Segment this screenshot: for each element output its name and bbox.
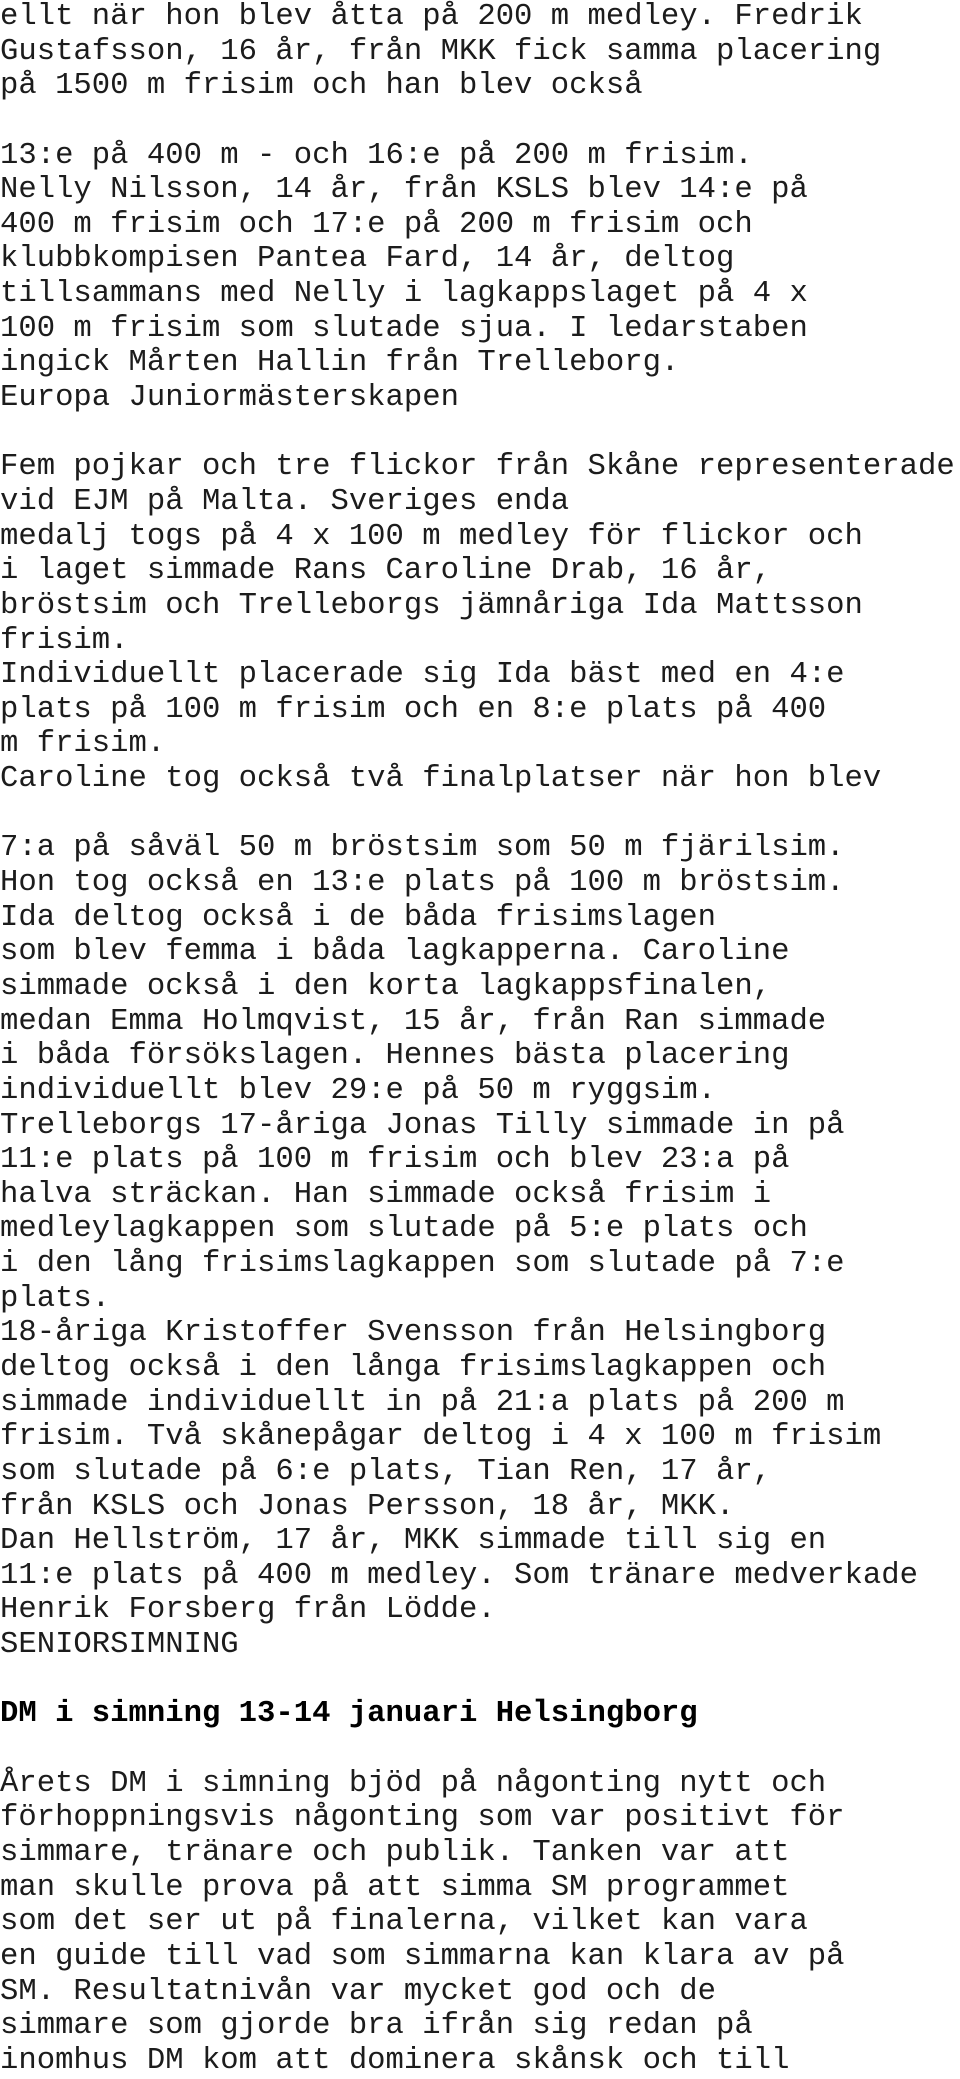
text-line: man skulle prova på att simma SM programmet <box>0 1870 790 1905</box>
text-line: bröstsim och Trelleborgs jämnåriga Ida Mattsson <box>0 588 863 623</box>
text-line: 100 m frisim som slutade sjua. I ledarstaben <box>0 311 808 346</box>
text-line: Europa Juniormästerskapen <box>0 381 459 416</box>
text-line: Fem pojkar och tre flickor från Skåne representerade <box>0 450 955 485</box>
blank-line <box>0 1732 960 1767</box>
text-line: som det ser ut på finalerna, vilket kan vara <box>0 1905 808 1940</box>
text-line: inomhus DM kom att dominera skånsk och till <box>0 2043 790 2078</box>
text-line: Gustafsson, 16 år, från MKK fick samma placering <box>0 34 882 69</box>
text-line: Individuellt placerade sig Ida bäst med en 4:e <box>0 658 845 693</box>
text-line: simmare, tränare och publik. Tanken var att <box>0 1835 790 1870</box>
text-line: 18-åriga Kristoffer Svensson från Helsingborg <box>0 1316 827 1351</box>
text-line: medleylagkappen som slutade på 5:e plats och <box>0 1212 808 1247</box>
text-line: Hon tog också en 13:e plats på 100 m bröstsim. <box>0 866 845 901</box>
text-line: Ida deltog också i de båda frisimslagen <box>0 900 717 935</box>
text-line: Årets DM i simning bjöd på någonting nytt och <box>0 1766 827 1801</box>
text-line: ellt när hon blev åtta på 200 m medley. Fredrik <box>0 0 863 34</box>
text-line: 13:e på 400 m - och 16:e på 200 m frisim. <box>0 138 753 173</box>
text-line: SENIORSIMNING <box>0 1628 239 1663</box>
text-line: från KSLS och Jonas Persson, 18 år, MKK. <box>0 1489 735 1524</box>
text-line: ingick Mårten Hallin från Trelleborg. <box>0 346 680 381</box>
text-line: individuellt blev 29:e på 50 m ryggsim. <box>0 1073 717 1108</box>
text-line: Caroline tog också två finalplatser när hon blev <box>0 762 882 797</box>
text-line: simmare som gjorde bra ifrån sig redan på <box>0 2009 753 2044</box>
text-line: medalj togs på 4 x 100 m medley för flickor och <box>0 519 863 554</box>
text-line: frisim. Två skånepågar deltog i 4 x 100 m frisim <box>0 1420 882 1455</box>
text-line: simmade individuellt in på 21:a plats på 200 m <box>0 1385 845 1420</box>
text-line: Dan Hellström, 17 år, MKK simmade till sig en <box>0 1524 827 1559</box>
text-line: i båda försökslagen. Hennes bästa placering <box>0 1039 790 1074</box>
text-line: frisim. <box>0 623 129 658</box>
text-line: medan Emma Holmqvist, 15 år, från Ran simmade <box>0 1004 827 1039</box>
text-line: som blev femma i båda lagkapperna. Caroline <box>0 935 790 970</box>
blank-line <box>0 1663 960 1698</box>
text-line: Trelleborgs 17-åriga Jonas Tilly simmade in på <box>0 1108 845 1143</box>
text-line: förhoppningsvis någonting som var positivt för <box>0 1801 845 1836</box>
text-line: simmade också i den korta lagkappsfinalen, <box>0 969 772 1004</box>
blank-line <box>0 104 960 139</box>
text-line: Henrik Forsberg från Lödde. <box>0 1593 496 1628</box>
text-line: 11:e plats på 400 m medley. Som tränare medverkade <box>0 1558 918 1593</box>
text-line: 11:e plats på 100 m frisim och blev 23:a på <box>0 1143 790 1178</box>
text-line: i den lång frisimslagkappen som slutade på 7:e <box>0 1247 845 1282</box>
blank-line <box>0 416 960 451</box>
text-line: m frisim. <box>0 727 166 762</box>
text-line: plats. <box>0 1281 111 1316</box>
text-line: 7:a på såväl 50 m bröstsim som 50 m fjärilsim. <box>0 831 845 866</box>
blank-line <box>0 797 960 832</box>
text-line: som slutade på 6:e plats, Tian Ren, 17 år, <box>0 1454 772 1489</box>
text-line: klubbkompisen Pantea Fard, 14 år, deltog <box>0 242 735 277</box>
text-line: i laget simmade Rans Caroline Drab, 16 år, <box>0 554 772 589</box>
text-line: deltog också i den långa frisimslagkappen och <box>0 1350 827 1385</box>
section-heading: DM i simning 13-14 januari Helsingborg <box>0 1697 698 1732</box>
text-line: Nelly Nilsson, 14 år, från KSLS blev 14:e på <box>0 173 808 208</box>
text-line: halva sträckan. Han simmade också frisim i <box>0 1177 772 1212</box>
text-line: på 1500 m frisim och han blev också <box>0 69 643 104</box>
text-line: vid EJM på Malta. Sveriges enda <box>0 484 570 519</box>
text-line: 400 m frisim och 17:e på 200 m frisim och <box>0 207 753 242</box>
text-line: SM. Resultatnivån var mycket god och de <box>0 1974 717 2009</box>
text-line: tillsammans med Nelly i lagkappslaget på 4 x <box>0 277 808 312</box>
text-line: plats på 100 m frisim och en 8:e plats på 400 <box>0 692 827 727</box>
text-line: en guide till vad som simmarna kan klara av på <box>0 1939 845 1974</box>
